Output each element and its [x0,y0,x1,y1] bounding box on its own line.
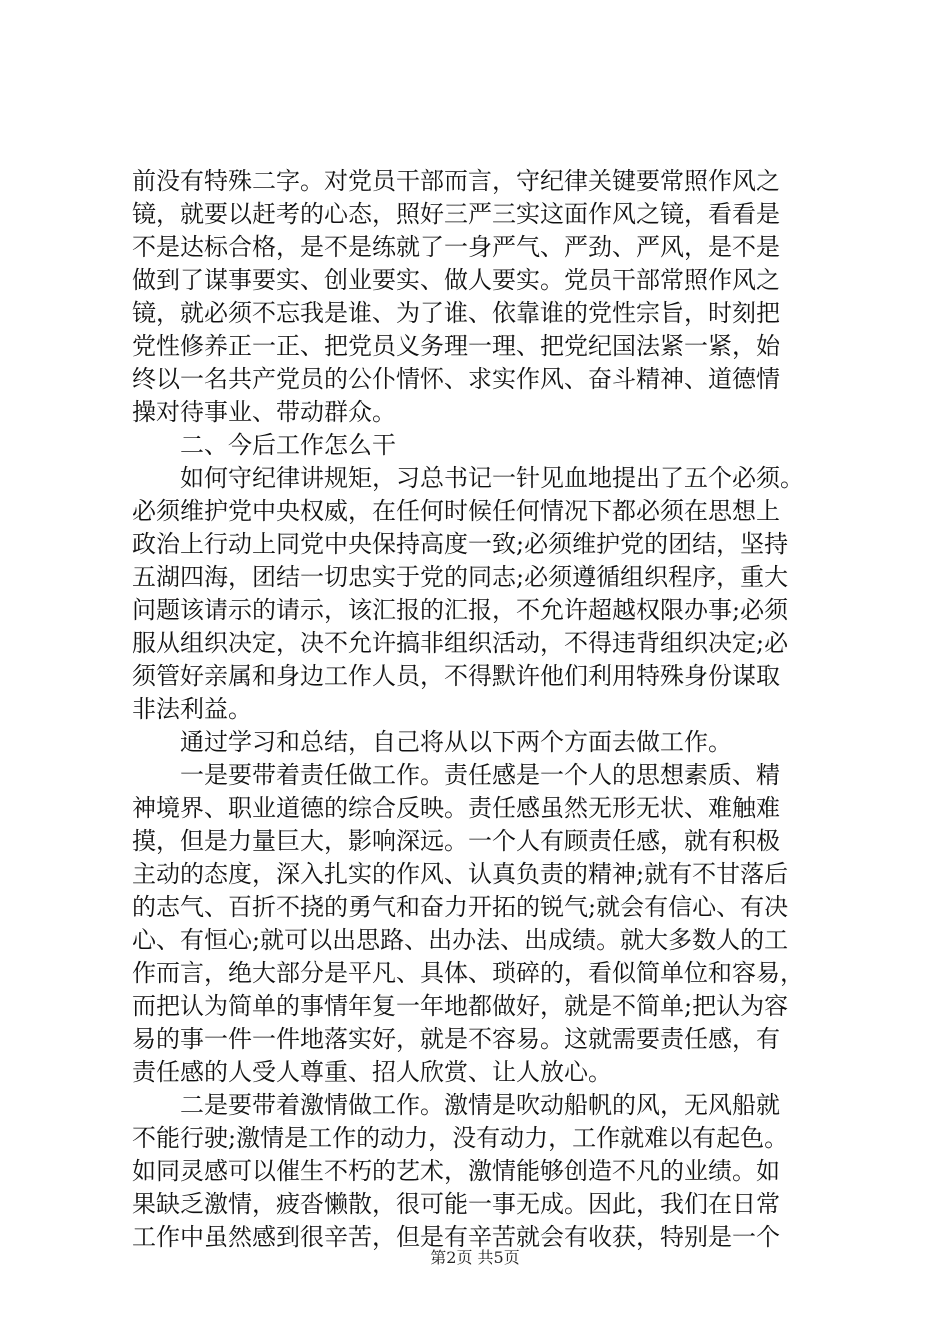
text-line: 终以一名共产党员的公仆情怀、求实作风、奋斗精神、道德情 [132,365,780,393]
text-line: 党性修养正一正、把党员义务理一理、把党纪国法紧一紧，始 [132,332,780,360]
text-line: 工作中虽然感到很辛苦，但是有辛苦就会有收获，特别是一个 [132,1223,780,1251]
text-line: 非法利益。 [132,695,252,723]
text-line: 服从组织决定，决不允许搞非组织活动，不得违背组织决定;必 [132,629,789,657]
text-line: 通过学习和总结，自己将从以下两个方面去做工作。 [180,728,732,756]
text-line: 镜，就要以赶考的心态，照好三严三实这面作风之镜，看看是 [132,200,780,228]
text-line: 心、有恒心;就可以出思路、出办法、出成绩。就大多数人的工 [132,926,789,954]
text-line: 神境界、职业道德的综合反映。责任感虽然无形无状、难触难 [132,794,780,822]
text-line: 问题该请示的请示，该汇报的汇报，不允许超越权限办事;必须 [132,596,789,624]
text-line: 二是要带着激情做工作。激情是吹动船帆的风，无风船就 [180,1091,780,1119]
text-line: 前没有特殊二字。对党员干部而言，守纪律关键要常照作风之 [132,167,780,195]
text-line: 如同灵感可以催生不朽的艺术，激情能够创造不凡的业绩。如 [132,1157,780,1185]
text-line: 易的事一件一件地落实好，就是不容易。这就需要责任感，有 [132,1025,780,1053]
text-line: 一是要带着责任做工作。责任感是一个人的思想素质、精 [180,761,780,789]
text-line: 必须维护党中央权威，在任何时候任何情况下都必须在思想上 [132,497,780,525]
text-line: 操对待事业、带动群众。 [132,398,396,426]
text-line: 果缺乏激情，疲沓懒散，很可能一事无成。因此，我们在日常 [132,1190,780,1218]
document-body [132,165,832,1254]
text-line: 须管好亲属和身边工作人员，不得默许他们利用特殊身份谋取 [132,662,780,690]
text-line: 二、今后工作怎么干 [180,431,396,459]
text-line: 五湖四海，团结一切忠实于党的同志;必须遵循组织程序，重大 [132,563,789,591]
text-line: 主动的态度，深入扎实的作风、认真负责的精神;就有不甘落后 [132,860,789,888]
text-line: 如何守纪律讲规矩，习总书记一针见血地提出了五个必须。 [180,464,804,492]
text-line: 责任感的人受人尊重、招人欣赏、让人放心。 [132,1058,612,1086]
text-line: 政治上行动上同党中央保持高度一致;必须维护党的团结，坚持 [132,530,789,558]
text-line: 不是达标合格，是不是练就了一身严气、严劲、严风，是不是 [132,233,780,261]
page-number-footer: 第2页 共5页 [430,1248,520,1267]
text-line: 的志气、百折不挠的勇气和奋力开拓的锐气;就会有信心、有决 [132,893,789,921]
text-line: 做到了谋事要实、创业要实、做人要实。党员干部常照作风之 [132,266,780,294]
text-line: 不能行驶;激情是工作的动力，没有动力，工作就难以有起色。 [132,1124,789,1152]
text-line: 镜，就必须不忘我是谁、为了谁、依靠谁的党性宗旨，时刻把 [132,299,780,327]
text-line: 作而言，绝大部分是平凡、具体、琐碎的，看似简单位和容易， [132,959,804,987]
text-line: 摸，但是力量巨大，影响深远。一个人有顾责任感，就有积极 [132,827,780,855]
text-line: 而把认为简单的事情年复一年地都做好，就是不简单;把认为容 [132,992,789,1020]
